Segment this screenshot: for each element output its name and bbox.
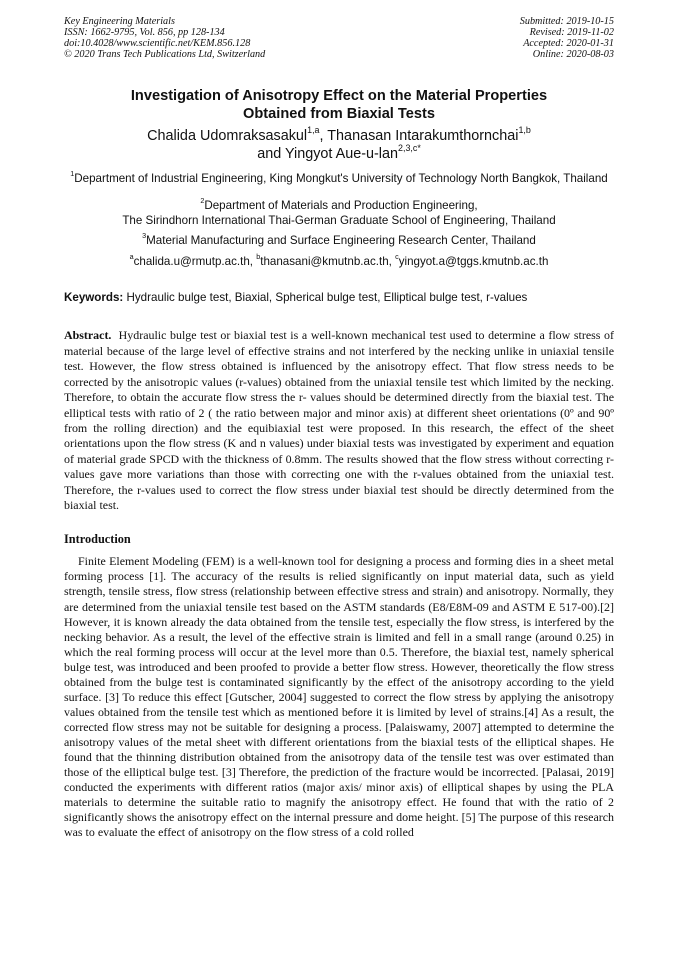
abstract [64,328,614,513]
affiliation-1-sup: 1 [70,169,75,179]
paper-title [64,87,614,123]
affiliation-3-sup: 3 [142,230,147,240]
abstract-text: Hydraulic bulge test or biaxial test is a well-known mechanical test used to determine a flow stress of material because of the large level of effective strains and not interfered by the necking unlike in uniaxial tensile test. However, the flow stress obtained is influenced by the anisotropy effect. That flow stress needs to be corrected by the anisotropic values (r-values) obtained from the uniaxial tensile test which limited by the necking. Therefore, to obtain the accurate flow stress the r- values should be determined directly from the biaxial test. The elliptical tests with ratio of 2 ( the ratio between major and minor axis) at different sheet orientations (0º and 90º from the rolling direction) and the equibiaxial test were proposed. In this research, the effect of the sheet orientations upon the flow stress (K and n values) under biaxial tests was investigated by experiment and equation of material grade SPCD with the thickness of 0.8mm. The results showed that the flow stress without correcting r-values gave more variations than those with correcting one with the r-values obtained from the uniaxial test. Therefore, the r-values used to correct the flow stress under biaxial test should be directly determined from the biaxial test. [64,328,614,512]
author-and: and [257,146,285,162]
email-c-sup: c [395,252,399,262]
affiliation-2-sup: 2 [200,196,205,206]
affiliation-2-text-1: Department of Materials and Production Engineering, [204,199,478,213]
date-revised: Revised: 2019-11-02 [529,27,614,38]
date-online: Online: 2020-08-03 [532,49,614,60]
email-c: yingyot.a@tggs.kmutnb.ac.th [398,255,549,269]
email-a-sup: a [129,252,134,262]
affiliation-3-text: Material Manufacturing and Surface Engineering Research Center, Thailand [146,233,536,247]
author-list [64,124,614,163]
affiliation-2-line-2: The Sirindhorn International Thai-German Graduate School of Engineering, Thailand [122,213,556,227]
date-accepted: Accepted: 2020-01-31 [523,38,614,49]
author-emails [64,252,614,269]
affiliation-2-line-1 [64,196,614,213]
introduction-heading: Introduction [64,532,131,547]
abstract-label: Abstract. [64,328,112,343]
paper-title-line-1: Investigation of Anisotropy Effect on the Material Properties [130,88,548,104]
keywords [64,291,614,305]
affiliation-2 [64,196,614,228]
author-separator: , [319,128,328,144]
author-line-2 [64,142,614,163]
keywords-text: Hydraulic bulge test, Biaxial, Spherical bulge test, Elliptical bulge test, r-values [126,291,528,305]
affiliation-1-text: Department of Industrial Engineering, King Mongkut's University of Technology North Bangkok, Thailand [74,172,608,185]
email-a: chalida.u@rmutp.ac.th, [133,255,257,269]
date-submitted: Submitted: 2019-10-15 [519,16,614,27]
journal-doi: doi:10.4028/www.scientific.net/KEM.856.128 [64,38,251,49]
journal-header [64,16,614,60]
email-b-sup: b [256,252,261,262]
email-b: thanasani@kmutnb.ac.th, [260,255,396,269]
journal-issn: ISSN: 1662-9795, Vol. 856, pp 128-134 [64,27,225,38]
author-3-name: Yingyot Aue-u-lan [284,146,399,162]
keywords-label: Keywords: [64,291,124,305]
introduction-paragraph: Finite Element Modeling (FEM) is a well-known tool for designing a process and forming dies in a sheet metal forming process [1]. The accuracy of the results is relied significantly on input material data, such as yield strength, tensile stress, flow stress (relationship between effective stress and strain) and anisotropy. Normally, they are determined from the uniaxial tensile test based on the ASTM standards (E8/E8M-09 and ASTM E 517-00).[2] However, it is known already the data obtained from the tensile test, especially the flow stress, is interfered by the necking behavior. As a result, the level of the effective strain is limited and fell in a small range (around 0.25) in which the real forming process will occur at the level more than 0.5. Therefore, the biaxial test, namely spherical bulge test, was introduced and been proofed to provide a better flow stress. However, theoretically the flow stress obtained from the bulge test is contaminated significantly by the effect of the anisotropy according to the yield surface. [3] To reduce this effect [Gutscher, 2004] suggested to correct the flow stress by applying the anisotropy values obtained from the tensile test which as mentioned before it is limited by level of strains.[4] As a result, the corrected flow stress may not be suitable for designing a process. [Palaiswamy, 2007] attempted to determine the anisotropy values of the metal sheet with different orientations from the biaxial tests of the elliptical shapes. He found that the thinning distribution obtained from the anisotropy data of the tensile test was over estimated than those of the elliptical bulge test. [3] Therefore, the prediction of the fracture would be incorrected. [Palasai, 2019] conducted the experiments with different ratios (major axis/ minor axis) of elliptical shapes by using the PLA materials to determine the suitable ratio to magnify the anisotropy effect. He found that with the ratio of 2 significantly shows the anisotropy effect on the internal pressure and dome height. [5] The purpose of this research was to evaluate the effect of anisotropy on the flow stress of a cold rolled [64,554,614,840]
affiliation-3 [64,230,614,248]
paper-title-line-2: Obtained from Biaxial Tests [243,106,435,122]
publication-dates [520,16,614,60]
journal-name: Key Engineering Materials [64,16,175,27]
author-2-name: Thanasan Intarakumthornchai [327,128,519,144]
affiliation-1 [64,169,614,186]
author-1-name: Chalida Udomraksasakul [147,128,308,144]
journal-copyright: © 2020 Trans Tech Publications Ltd, Switzerland [64,49,266,60]
author-line-1 [64,124,614,145]
journal-info [64,16,265,60]
author-3-sup: 2,3,c* [398,142,421,153]
author-2-sup: 1,b [518,124,531,135]
author-1-sup: 1,a [307,124,320,135]
